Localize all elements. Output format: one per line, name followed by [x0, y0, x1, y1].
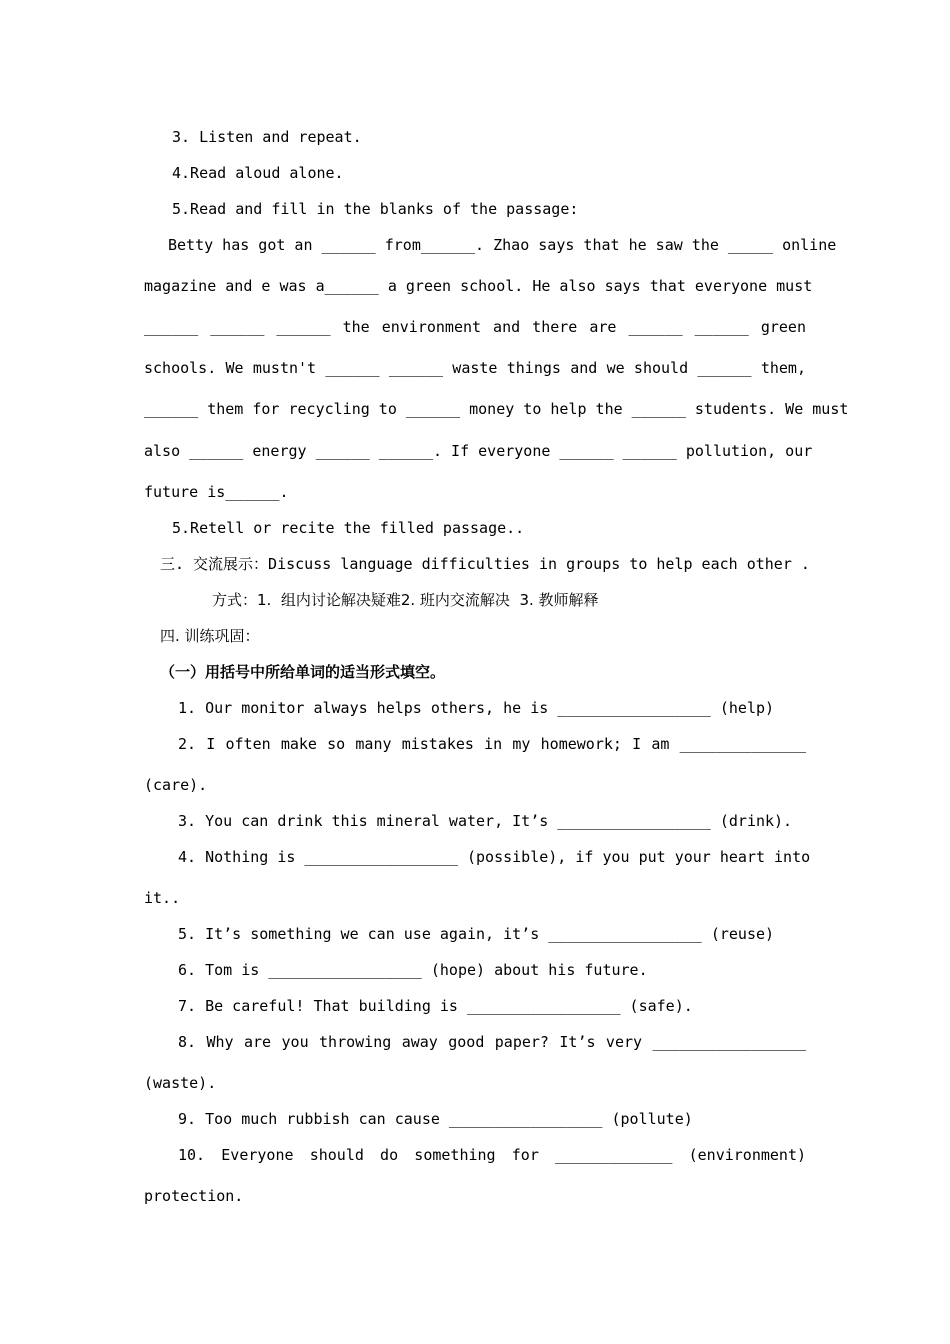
passage-line-4: schools. We mustn't ______ ______ waste things and we should ______ them, [144, 359, 806, 377]
step-3: 3. Listen and repeat. [172, 128, 362, 146]
method-line: 方式：1. 组内讨论解决疑难2. 班内交流解决 3. 教师解释 [212, 591, 599, 609]
exercise-2: 2. I often make so many mistakes in my homework; I am ______________ [178, 735, 806, 753]
exercise-7: 7. Be careful! That building is _________________ (safe). [178, 997, 693, 1015]
exercise-4: 4. Nothing is _________________ (possible), if you put your heart into [178, 848, 811, 866]
passage-line-7: future is______. [144, 483, 289, 501]
step-4: 4.Read aloud alone. [172, 164, 344, 182]
section-4-heading: 四. 训练巩固： [160, 627, 260, 645]
exercise-6: 6. Tom is _________________ (hope) about his future. [178, 961, 648, 979]
exercise-8-cont: (waste). [144, 1074, 217, 1092]
passage-line-6: also ______ energy ______ ______. If everyone ______ ______ pollution, our [144, 442, 813, 460]
exercise-4-cont: it.. [144, 889, 181, 907]
step-5: 5.Read and fill in the blanks of the passage: [172, 200, 579, 218]
exercise-9: 9. Too much rubbish can cause _________________ (pollute) [178, 1110, 693, 1128]
exercise-10: 10. Everyone should do something for _____________ (environment) [178, 1146, 806, 1164]
passage-line-1: Betty has got an ______ from______. Zhao says that he saw the _____ online [168, 236, 837, 254]
part-1-title: （一）用括号中所给单词的适当形式填空。 [160, 663, 446, 681]
passage-line-2: magazine and e was a______ a green school. He also says that everyone must [144, 277, 813, 295]
passage-line-5: ______ them for recycling to ______ money to help the ______ students. We must [144, 400, 849, 418]
passage-line-3: ______ ______ ______ the environment and there are ______ ______ green [144, 318, 806, 336]
exercise-5: 5. It’s something we can use again, it’s _________________ (reuse) [178, 925, 775, 943]
exercise-3: 3. You can drink this mineral water, It’s _________________ (drink). [178, 812, 793, 830]
exercise-2-cont: (care). [144, 776, 208, 794]
exercise-8: 8. Why are you throwing away good paper? It’s very _________________ [178, 1033, 806, 1051]
section-3-heading: 三. 交流展示：Discuss language difficulties in groups to help each other . [160, 555, 810, 573]
retell-step: 5.Retell or recite the filled passage.. [172, 519, 525, 537]
exercise-10-cont: protection. [144, 1187, 244, 1205]
exercise-1: 1. Our monitor always helps others, he is _________________ (help) [178, 699, 775, 717]
